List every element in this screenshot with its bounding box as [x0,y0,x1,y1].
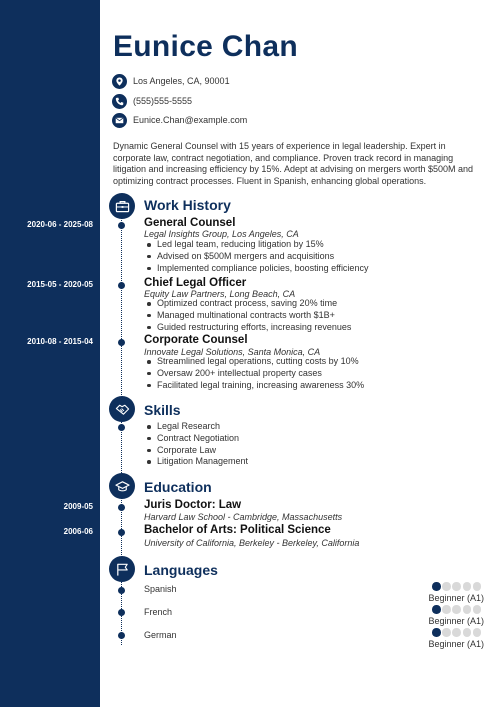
edu-school: University of California, Berkeley - Berkeley, California [144,538,360,548]
timeline-dot [118,282,125,289]
timeline-dot [118,587,125,594]
candidate-name: Eunice Chan [113,30,298,63]
location-text: Los Angeles, CA, 90001 [133,76,230,86]
rating-dot-empty [463,582,472,591]
rating-dot-empty [442,582,451,591]
edu-school: Harvard Law School - Cambridge, Massachusetts [144,512,343,522]
language-rating [432,628,483,637]
timeline-dot [118,424,125,431]
language-name: Spanish [144,584,177,594]
languages-heading: Languages [144,562,218,578]
edu-dates: 2006-06 [63,527,93,536]
rating-dot-empty [452,582,461,591]
location-pin-icon [112,74,127,89]
list-item: Optimized contract process, saving 20% time [144,298,351,310]
language-rating [432,605,483,614]
list-item: Led legal team, reducing litigation by 15% [144,239,368,251]
list-item: Guided restructuring efforts, increasing revenues [144,322,351,334]
education-heading: Education [144,479,212,495]
job-title: Corporate Counsel [144,334,248,346]
job-company: Legal Insights Group, Los Angeles, CA [144,229,299,239]
list-item: Oversaw 200+ intellectual property cases [144,368,364,380]
edu-degree: Bachelor of Arts: Political Science [144,524,331,536]
rating-dot-empty [452,628,461,637]
rating-dot-filled [432,628,441,637]
sidebar [0,0,100,707]
skills-heading: Skills [144,402,181,418]
language-level: Beginner (A1) [428,593,484,603]
flag-icon [109,556,135,582]
rating-dot-empty [442,605,451,614]
skills-list [144,421,248,468]
edu-degree: Juris Doctor: Law [144,499,242,511]
language-rating [432,582,483,591]
list-item: Implemented compliance policies, boosting efficiency [144,263,368,275]
briefcase-icon [109,193,135,219]
summary: Dynamic General Counsel with 15 years of experience in legal leadership. Expert in corporate law, contract negotiation, and compliance. Proven track record in managing litigation and increasing efficiency by 15%. Adept at advising on mergers worth $500M and optimizing contract processes. Fluent in Spanish, enhancing global operations. [113,141,474,186]
timeline-dot [118,632,125,639]
timeline-dot [118,504,125,511]
email-text: Eunice.Chan@example.com [133,115,248,125]
list-item: Legal Research [144,421,248,433]
job-title: Chief Legal Officer [144,277,247,289]
contact-email [112,112,247,128]
edu-dates: 2009-05 [63,502,93,511]
job-bullets [144,239,368,274]
timeline-dot [118,609,125,616]
list-item: Facilitated legal training, increasing awareness 30% [144,380,364,392]
phone-text: (555)555-5555 [133,96,193,106]
rating-dot-empty [473,628,482,637]
timeline-dot [118,339,125,346]
job-dates: 2015-05 - 2020-05 [27,280,93,289]
rating-dot-filled [432,605,441,614]
rating-dot-empty [442,628,451,637]
list-item: Advised on $500M mergers and acquisitions [144,251,368,263]
list-item: Contract Negotiation [144,433,248,445]
list-item: Streamlined legal operations, cutting costs by 10% [144,356,364,368]
phone-icon [112,94,127,109]
timeline-dot [118,222,125,229]
job-dates: 2020-06 - 2025-08 [27,220,93,229]
language-level: Beginner (A1) [428,639,484,649]
graduation-cap-icon [109,473,135,499]
job-title: General Counsel [144,217,236,229]
rating-dot-empty [452,605,461,614]
job-dates: 2010-08 - 2015-04 [27,337,93,346]
timeline-dot [118,529,125,536]
list-item: Managed multinational contracts worth $1B+ [144,310,351,322]
rating-dot-filled [432,582,441,591]
language-level: Beginner (A1) [428,616,484,626]
job-bullets [144,298,351,333]
job-company: Equity Law Partners, Long Beach, CA [144,289,296,299]
list-item: Litigation Management [144,456,248,468]
work-history-heading: Work History [144,197,231,213]
list-item: Corporate Law [144,445,248,457]
language-name: French [144,607,173,617]
rating-dot-empty [463,628,472,637]
contact-phone [112,93,192,109]
handshake-icon [109,396,135,422]
rating-dot-empty [463,605,472,614]
rating-dot-empty [473,582,482,591]
language-name: German [144,630,177,640]
rating-dot-empty [473,605,482,614]
job-bullets [144,356,364,391]
contact-location [112,73,230,89]
mail-icon [112,113,127,128]
job-company: Innovate Legal Solutions, Santa Monica, CA [144,347,321,357]
